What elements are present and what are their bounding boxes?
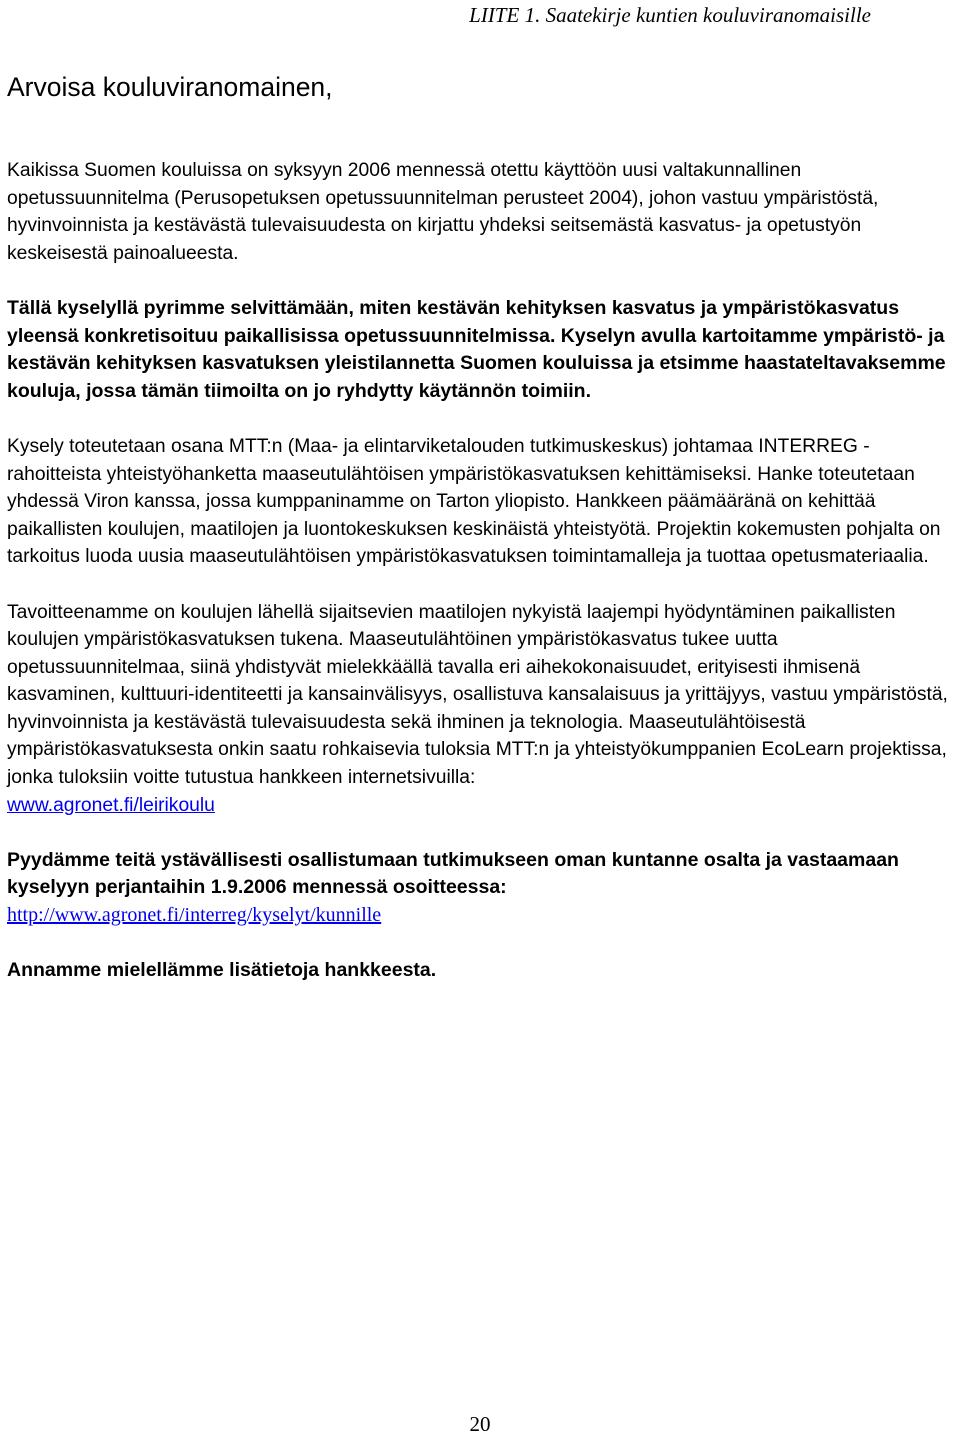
survey-link[interactable]: http://www.agronet.fi/interreg/kyselyt/kunnille [7,904,382,927]
page-number: 20 [469,1412,491,1436]
paragraph-curriculum: Kaikissa Suomen kouluissa on syksyyn 2006 mennessä otettu käyttöön uusi valtakunnallinen opetussuunnitelma (Perusopetuksen opetussuunnitelman perusteet 2004), johon vastuu ympäristöstä, hyvinvoinnista ja kestävästä tulevaisuudesta on kirjattu yhdeksi seitsemästä kasvatus- ja opetustyön keskeisestä painoalueesta. [7,160,879,264]
survey-link-row [7,902,959,930]
paragraph-survey-purpose: Tällä kyselyllä pyrimme selvittämään, miten kestävän kehityksen kasvatus ja ympäristökasvatus yleensä konkretisoituu paikallisissa opetussuunnitelmissa. Kyselyn avulla kartoitamme ympäristö- ja kestävän kehityksen kasvatuksen yleistilannetta Suomen kouluissa ja etsimme haastateltavaksemme kouluja, jossa tämän tiimoilta on jo ryhdytty käytännön toimiin. [7,296,946,402]
paragraph-request: Pyydämme teitä ystävällisesti osallistumaan tutkimukseen oman kuntanne osalta ja vastaamaan kyselyyn perjantaihin 1.9.2006 mennessä osoitteessa: [7,848,899,899]
project-site-link[interactable]: www.agronet.fi/leirikoulu [7,794,215,816]
paragraph-project: Kysely toteutetaan osana MTT:n (Maa- ja elintarviketalouden tutkimuskeskus) johtamaa INTERREG -rahoitteista yhteistyöhanketta maaseutulähtöisen ympäristökasvatuksen kehittämiseksi. Hanke toteutetaan yhdessä Viron kanssa, jossa kumppaninamme on Tarton yliopisto. Hankkeen päämääränä on kehittää paikallisten koulujen, maatilojen ja luontokeskuksen keskinäistä yhteistyötä. Projektin kokemusten pohjalta on tarkoitus luoda uusia maaseutulähtöisen ympäristökasvatuksen toimintamalleja ja tuottaa opetusmateriaalia. [7,435,941,568]
letter-greeting: Arvoisa kouluviranomainen, [7,72,333,102]
letter-body [7,157,959,1012]
paragraph-closing: Annamme mielellämme lisätietoja hankkeesta. [7,959,437,982]
appendix-header: LIITE 1. Saatekirje kuntien kouluviranomaisille [469,3,871,27]
project-link-row [7,792,959,820]
paragraph-goals: Tavoitteenamme on koulujen lähellä sijaitsevien maatilojen nykyistä laajempi hyödyntäminen paikallisten koulujen ympäristökasvatuksen tukena. Maaseutulähtöinen ympäristökasvatus tukee uutta opetussuunnitelmaa, siinä yhdistyvät mielekkäällä tavalla eri aihekokonaisuudet, erityisesti ihmisenä kasvaminen, kulttuuri-identiteetti ja kansainvälisyys, osallistuva kansalaisuus ja yrittäjyys, vastuu ympäristöstä, hyvinvoinnista ja kestävästä tulevaisuudesta sekä ihminen ja teknologia. Maaseutulähtöisestä ympäristökasvatuksesta onkin saatu rohkaisevia tuloksia MTT:n ja yhteistyökumppanien EcoLearn projektissa, jonka tuloksiin voitte tutustua hankkeen internetsivuilla: [7,601,948,789]
